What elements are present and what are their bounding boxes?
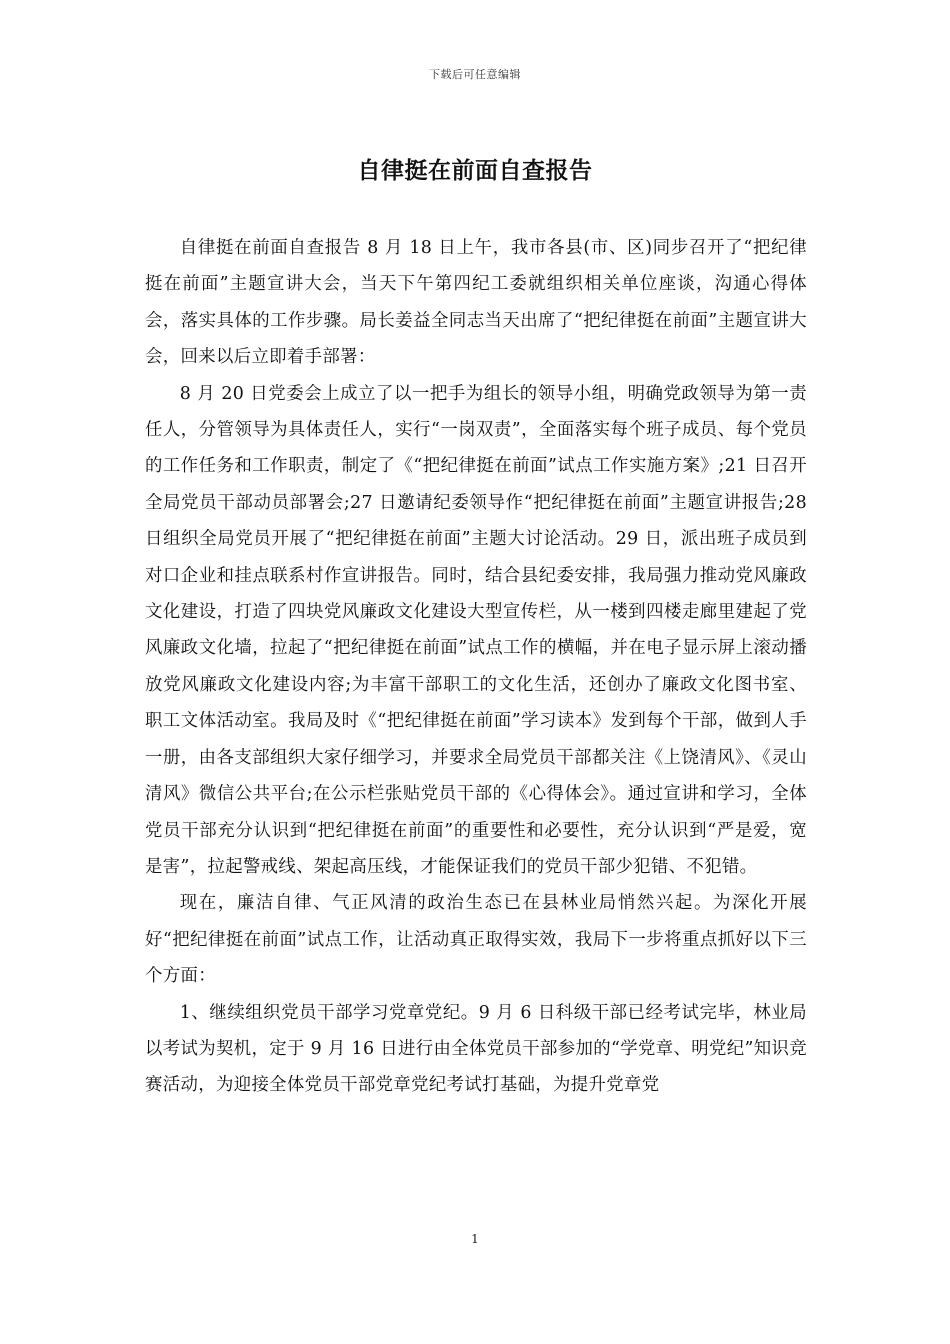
- paragraph-current-status: 现在，廉洁自律、气正风清的政治生态已在县林业局悄然兴起。为深化开展好“把纪律挺在前面”试点工作，让活动真正取得实效，我局下一步将重点抓好以下三个方面：: [145, 893, 807, 987]
- paragraph-actions: 8 月 20 日党委会上成立了以一把手为组长的领导小组，明确党政领导为第一责任人，分管领导为具体责任人，实行“一岗双责”，全面落实每个班子成员、每个党员的工作任务和工作职责，制定了《“把纪律挺在前面”试点工作实施方案》;21 日召开全局党员干部动员部署会;27 日邀请纪委领导作“把纪律挺在前面”主题宣讲报告;28 日组织全局党员开展了“把纪律挺在前面”主题大讨论活动。29 日，派出班子成员到对口企业和挂点联系村作宣讲报告。同时，结合县纪委安排，我局强力推动党风廉政文化建设，打造了四块党风廉政文化建设大型宣传栏，从一楼到四楼走廊里建起了党风廉政文化墙，拉起了“把纪律挺在前面”试点工作的横幅，并在电子显示屏上滚动播放党风廉政文化建设内容;为丰富干部职工的文化生活，还创办了廉政文化图书室、职工文体活动室。我局及时《“把纪律挺在前面”学习读本》发到每个干部，做到人手一册，由各支部组织大家仔细学习，并要求全局党员干部都关注《上饶清风》、《灵山清风》微信公共平台;在公示栏张贴党员干部的《心得体会》。通过宣讲和学习，全体党员干部充分认识到“把纪律挺在前面”的重要性和必要性，充分认识到“严是爱，宽是害”，拉起警戒线、架起高压线，才能保证我们的党员干部少犯错、不犯错。: [145, 383, 807, 877]
- header-note: 下载后可任意编辑: [429, 68, 521, 81]
- document-body: [145, 230, 807, 1202]
- document-title: 自律挺在前面自查报告: [357, 157, 593, 184]
- page-number: 1: [471, 1232, 479, 1246]
- paragraph-item-1: 1、继续组织党员干部学习党章党纪。9 月 6 日科级干部已经考试完毕，林业局以考试为契机，定于 9 月 16 日进行由全体党员干部参加的“学党章、明党纪”知识竞赛活动，为迎接全体党员干部党章党纪考试打基础，为提升党章党: [145, 1002, 807, 1096]
- paragraph-intro: 自律挺在前面自查报告 8 月 18 日上午，我市各县(市、区)同步召开了“把纪律挺在前面”主题宣讲大会，当天下午第四纪工委就组织相关单位座谈，沟通心得体会，落实具体的工作步骤。局长姜益全同志当天出席了“把纪律挺在前面”主题宣讲大会，回来以后立即着手部署：: [145, 238, 807, 368]
